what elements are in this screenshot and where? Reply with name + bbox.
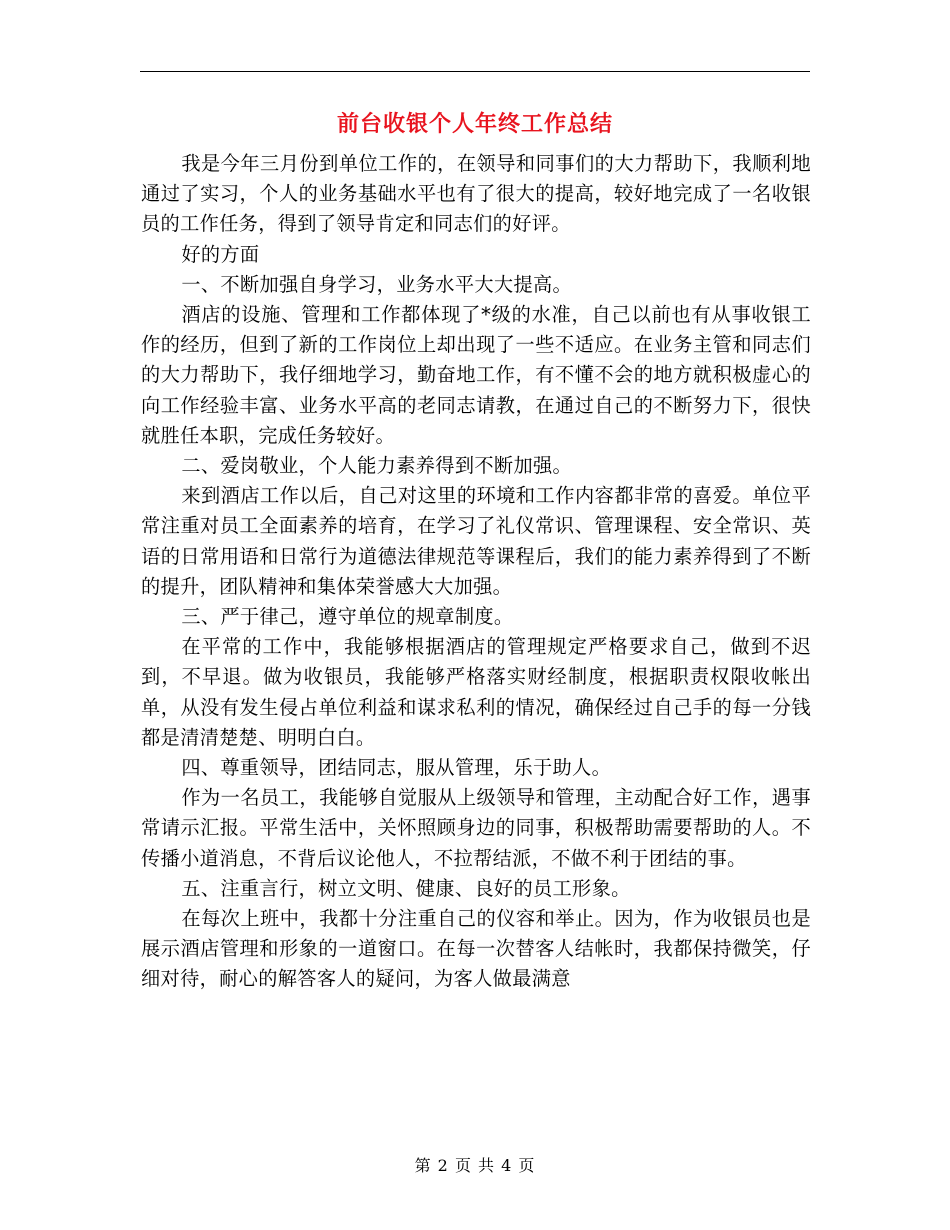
page-footer: 第 2 页 共 4 页	[414, 1156, 536, 1175]
paragraph-2: 来到酒店工作以后，自己对这里的环境和工作内容都非常的喜爱。单位平常注重对员工全面素养的培育，在学习了礼仪常识、管理课程、安全常识、英语的日常用语和日常行为道德法律规范等课程后，我们的能力素养得到了不断的提升，团队精神和集体荣誉感大大加强。	[141, 484, 811, 598]
document-body	[141, 149, 811, 995]
section-heading-4: 四、尊重领导，团结同志，服从管理，乐于助人。	[181, 756, 612, 780]
paragraph-4: 作为一名员工，我能够自觉服从上级领导和管理，主动配合好工作，遇事常请示汇报。平常生活中，关怀照顾身边的同事，积极帮助需要帮助的人。不传播小道消息，不背后议论他人，不拉帮结派，不做不利于团结的事。	[141, 786, 811, 870]
paragraph-1: 酒店的设施、管理和工作都体现了*级的水准，自己以前也有从事收银工作的经历，但到了新的工作岗位上却出现了一些不适应。在业务主管和同志们的大力帮助下，我仔细地学习，勤奋地工作，有不懂不会的地方就积极虚心的向工作经验丰富、业务水平高的老同志请教，在通过自己的不断努力下，很快就胜任本职，完成任务较好。	[141, 303, 811, 447]
section-heading-1: 一、不断加强自身学习，业务水平大大提高。	[181, 272, 573, 296]
section-heading-3: 三、严于律己，遵守单位的规章制度。	[181, 605, 514, 629]
section-heading-5: 五、注重言行，树立文明、健康、良好的员工形象。	[181, 876, 631, 900]
header-rule	[140, 71, 810, 72]
section-heading-2: 二、爱岗敬业，个人能力素养得到不断加强。	[181, 454, 573, 478]
paragraph-3: 在平常的工作中，我能够根据酒店的管理规定严格要求自己，做到不迟到，不早退。做为收银员，我能够严格落实财经制度，根据职责权限收帐出单，从没有发生侵占单位利益和谋求私利的情况，确保经过自己手的每一分钱都是清清楚楚、明明白白。	[141, 635, 811, 749]
section-heading-good-aspects: 好的方面	[181, 242, 260, 266]
paragraph-5: 在每次上班中，我都十分注重自己的仪容和举止。因为，作为收银员也是展示酒店管理和形象的一道窗口。在每一次替客人结帐时，我都保持微笑，仔细对待，耐心的解答客人的疑问，为客人做最满意	[141, 907, 811, 991]
document-title: 前台收银个人年终工作总结	[336, 111, 613, 137]
paragraph-intro: 我是今年三月份到单位工作的，在领导和同事们的大力帮助下，我顺利地通过了实习，个人的业务基础水平也有了很大的提高，较好地完成了一名收银员的工作任务，得到了领导肯定和同志们的好评。	[141, 152, 811, 236]
